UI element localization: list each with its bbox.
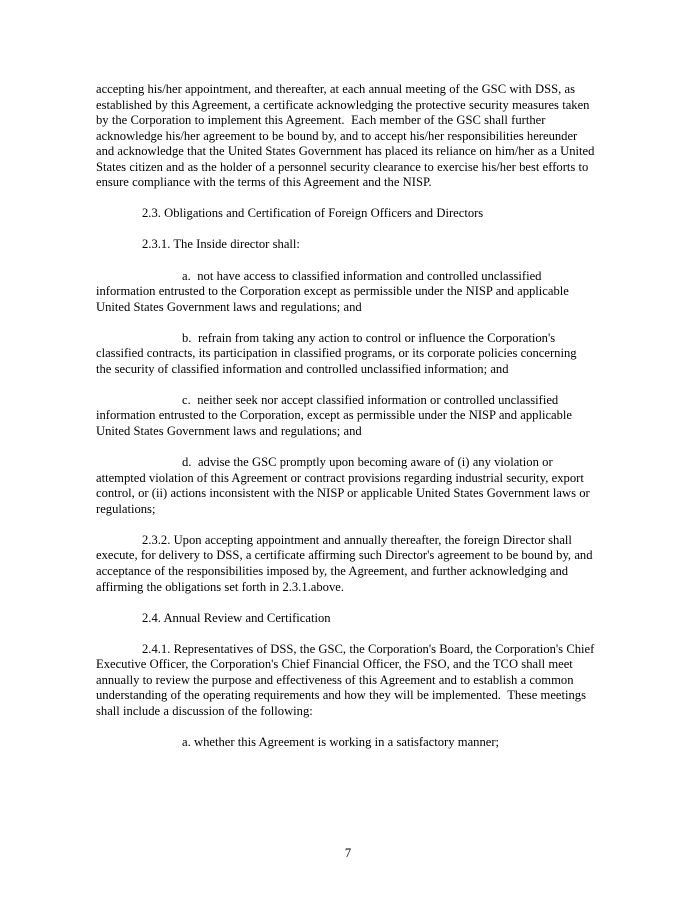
list-item-a: a. not have access to classified information and controlled unclassified information entrusted to the Corporation except as permissible under the NISP and applicable United States Government laws and regulations; and	[96, 268, 573, 314]
list-item-c: c. neither seek nor accept classified information or controlled unclassified information entrusted to the Corporation, except as permissible under the NISP and applicable United States Government laws and regulations; and	[96, 392, 576, 439]
section-paragraph-2-3-2: 2.3.2. Upon accepting appointment and annually thereafter, the foreign Director shall execute, for delivery to DSS, a certificate affirming such Director's agreement to be bound by, and acceptance of the responsibilities imposed by, the Agreement, and further acknowledging and affirming the obligations set forth in 2.3.1.above.	[96, 532, 596, 594]
section-heading-2-3-1: 2.3.1. The Inside director shall:	[142, 237, 300, 252]
document-body	[96, 82, 598, 766]
section-heading-2-3: 2.3. Obligations and Certification of Foreign Officers and Directors	[142, 206, 484, 221]
list-item-2-4-1-a: a. whether this Agreement is working in a satisfactory manner;	[182, 734, 500, 749]
paragraph-continuation: accepting his/her appointment, and thereafter, at each annual meeting of the GSC with DSS, as established by this Agreement, a certificate acknowledging the protective security measures taken by the Corporation to implement this Agreement. Each member of the GSC shall further acknowledge his/her agreement to be bound by, and to accept his/her responsibilities hereunder and acknowledge that the United States Government has placed its reliance on him/her as a United States citizen and as the holder of a personnel security clearance to exercise his/her best efforts to ensure compliance with the terms of this Agreement and the NISP.	[96, 82, 598, 190]
section-heading-2-4: 2.4. Annual Review and Certification	[142, 610, 331, 625]
page-number: 7	[344, 846, 352, 860]
section-paragraph-2-4-1: 2.4.1. Representatives of DSS, the GSC, the Corporation's Board, the Corporation's Chief Executive Officer, the Corporation's Chief Financial Officer, the FSO, and the TCO shall meet annually to review the purpose and effectiveness of this Agreement and to establish a common understanding of the operating requirements and how they will be implemented. These meetings shall include a discussion of the following:	[96, 641, 598, 718]
list-item-d: d. advise the GSC promptly upon becoming aware of (i) any violation or attempted violation of this Agreement or contract provisions regarding industrial security, export control, or (ii) actions inconsistent with the NISP or applicable United States Government laws or regulations;	[96, 455, 593, 516]
list-item-b: b. refrain from taking any action to control or influence the Corporation's classified contracts, its participation in classified programs, or its corporate policies concerning the security of classified information and controlled unclassified information; and	[96, 330, 580, 376]
